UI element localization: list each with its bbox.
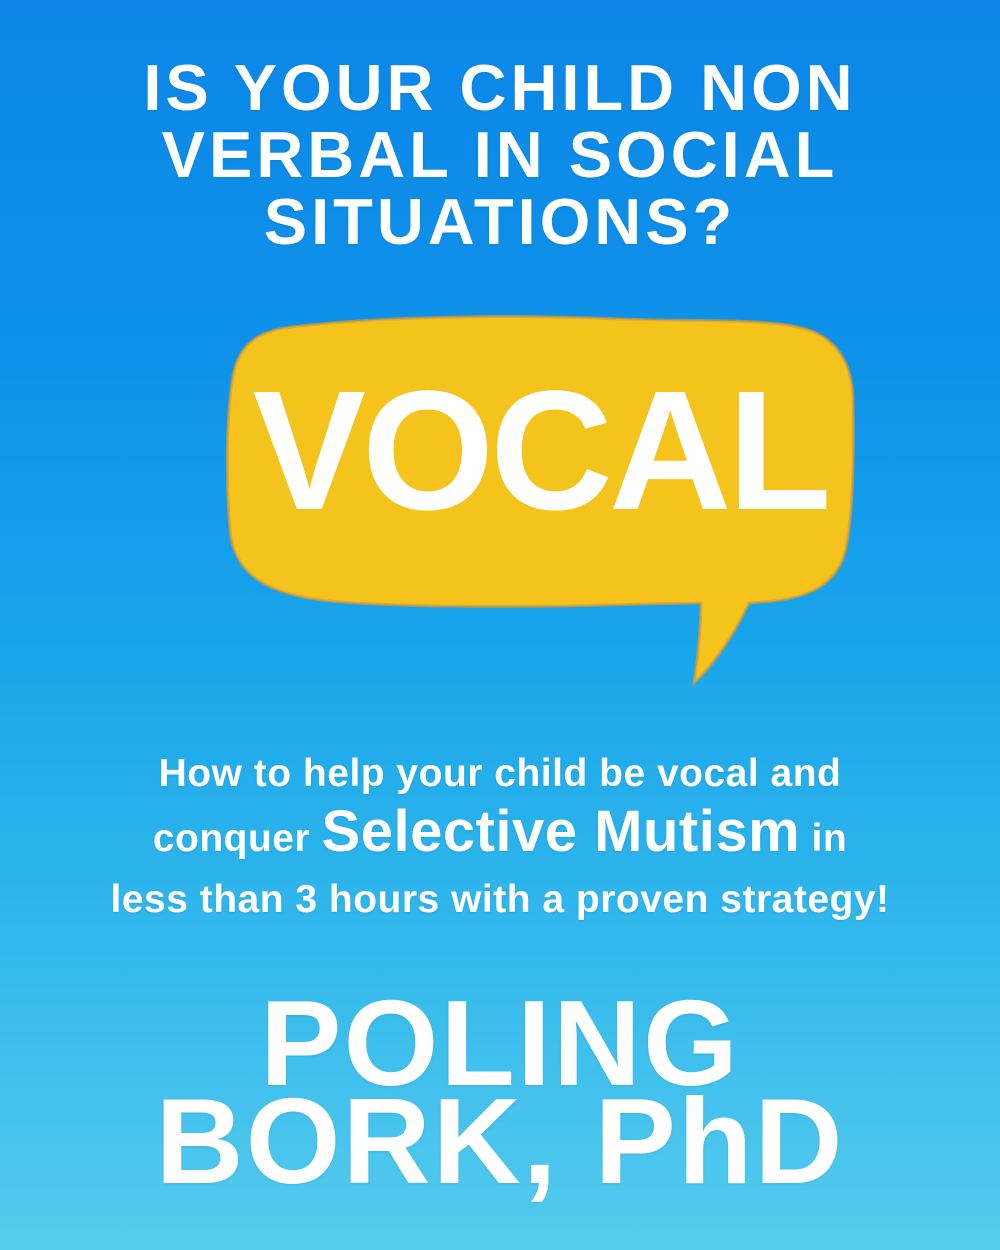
subtitle (0, 748, 1000, 929)
subtitle-line-2-prefix: conquer (152, 817, 322, 860)
subtitle-line-1: How to help your child be vocal and (158, 752, 842, 795)
headline-line-3: SITUATIONS? (263, 185, 737, 258)
headline-line-2: VERBAL IN SOCIAL (161, 118, 839, 191)
headline-line-1: IS YOUR CHILD NON (143, 51, 857, 124)
subtitle-line-3: less than 3 hours with a proven strategy! (110, 878, 890, 921)
subtitle-line-2 (0, 800, 1000, 871)
speech-bubble (222, 312, 858, 692)
author-name (0, 975, 1000, 1209)
author-first-name: POLING (260, 975, 740, 1111)
subtitle-line-2-suffix: in (800, 817, 848, 860)
headline (0, 51, 1000, 258)
author-last-name: BORK, PhD (155, 1073, 845, 1209)
bubble-title-text: VOCAL (252, 356, 828, 546)
subtitle-emphasis: Selective Mutism (321, 799, 801, 864)
